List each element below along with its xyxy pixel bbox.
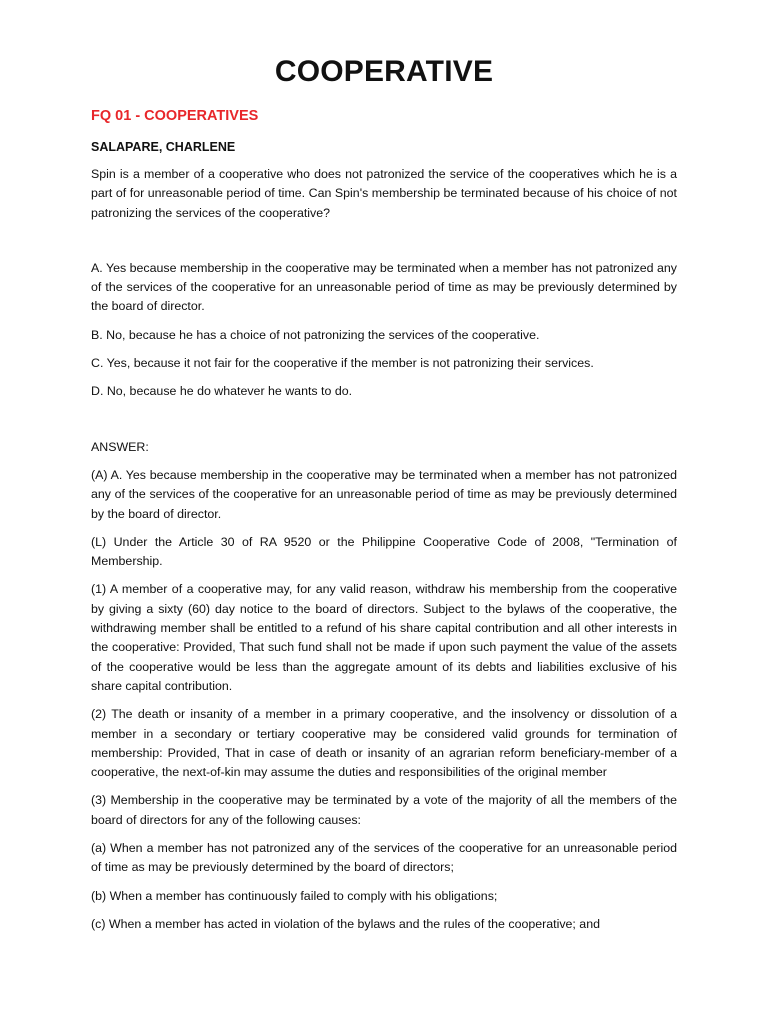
provision-1: (1) A member of a cooperative may, for any valid reason, withdraw his membership from the cooperative by giving a sixty (60) day notice to the board of directors. Subject to the bylaws of the cooperative, the withdrawing member shall be entitled to a refund of his share capital contribution and all other interests in the cooperative: Provided, That such fund shall not be made if upon such payment the value of the assets of the cooperative would be less than the aggregate amount of its debts and liabilities exclusive of his share capital contribution. [91,582,677,693]
question-paragraph: Spin is a member of a cooperative who does not patronized the service of the cooperatives which he is a part of for unreasonable period of time. Can Spin's membership be terminated because of his choice of not patronizing the services of the cooperative? [91,167,677,220]
choice-b: B. No, because he has a choice of not patronizing the services of the cooperative. [91,327,540,342]
author-name: SALAPARE, CHARLENE [91,140,236,154]
answer-paragraph: (A) A. Yes because membership in the cooperative may be terminated when a member has not patronized any of the services of the cooperative for an unreasonable period of time as may be previously determined by the board of director. [91,467,677,521]
answer-label: ANSWER: [91,439,149,454]
choice-c: C. Yes, because it not fair for the cooperative if the member is not patronizing their services. [91,356,594,371]
choice-a: A. Yes because membership in the cooperative may be terminated when a member has not patronized any of the services of the cooperative for an unreasonable period of time as may be previously determined by the board of director. [91,260,677,314]
legal-basis-paragraph: (L) Under the Article 30 of RA 9520 or the Philippine Cooperative Code of 2008, "Termination of Membership. [91,534,677,569]
section-heading: FQ 01 - COOPERATIVES [91,108,259,124]
provision-3a: (a) When a member has not patronized any of the services of the cooperative for an unreasonable period of time as may be previously determined by the board of directors; [91,841,677,875]
document-title: COOPERATIVE [274,55,494,88]
choice-d: D. No, because he do whatever he wants to do. [91,384,353,399]
provision-3b: (b) When a member has continuously failed to comply with his obligations; [91,888,498,903]
provision-2: (2) The death or insanity of a member in a primary cooperative, and the insolvency or dissolution of a member in a secondary or tertiary cooperative may be considered valid grounds for termination of membership: Provided, That in case of death or insanity of an agrarian reform beneficiary-member of a cooperative, the next-of-kin may assume the duties and responsibilities of the original member [91,707,677,780]
provision-3: (3) Membership in the cooperative may be terminated by a vote of the majority of all the members of the board of directors for any of the following causes: [91,793,677,827]
provision-3c: (c) When a member has acted in violation of the bylaws and the rules of the cooperative; and [91,916,600,931]
